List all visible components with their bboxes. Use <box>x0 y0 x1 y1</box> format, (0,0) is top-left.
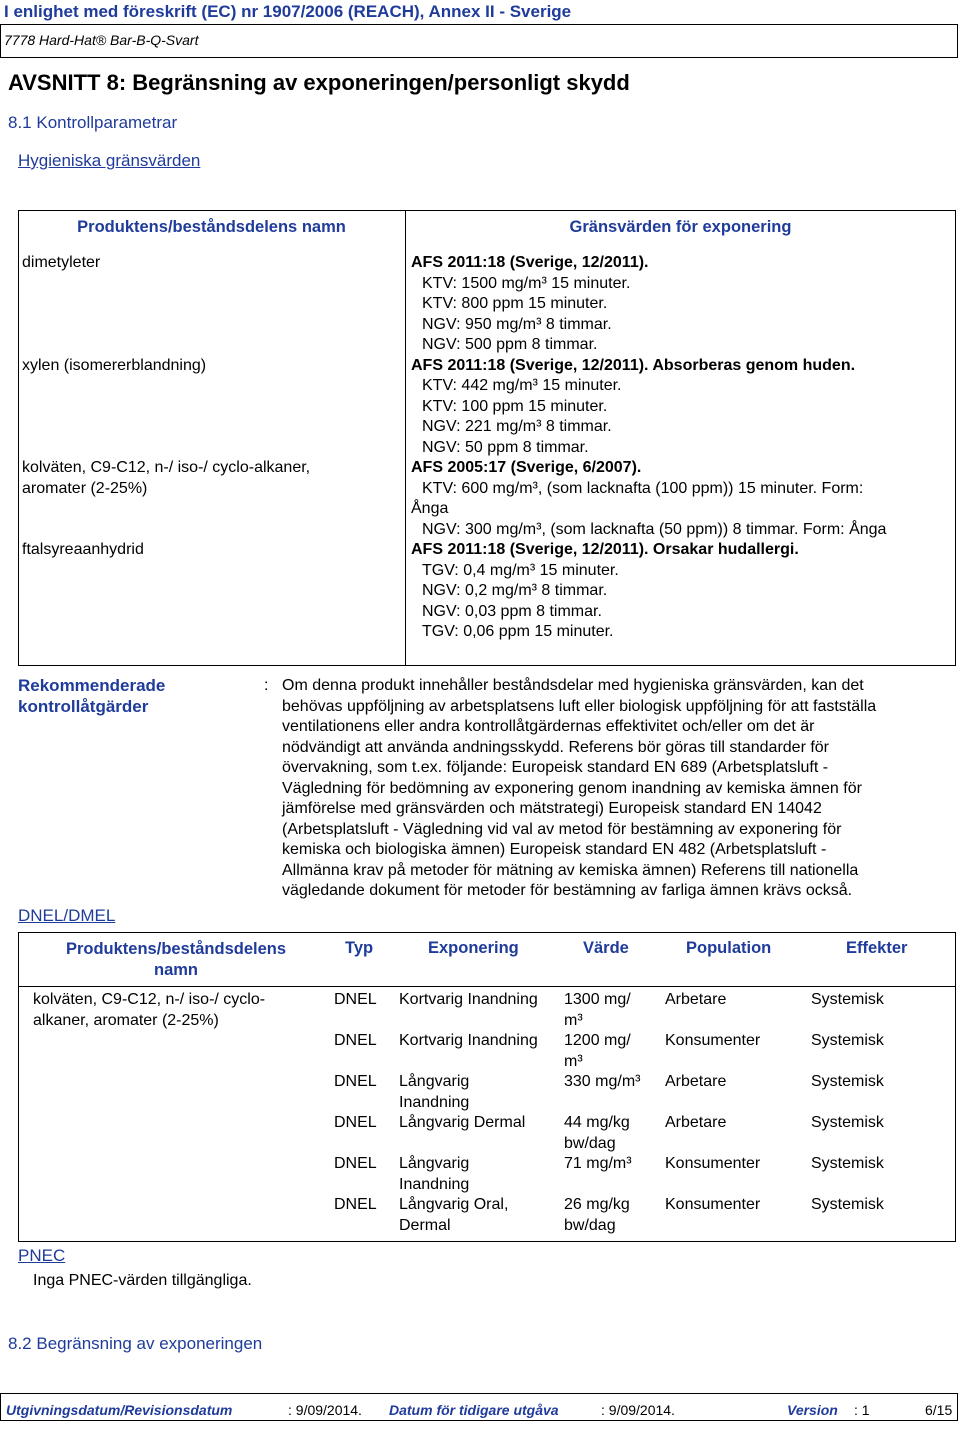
recommended-controls-text-line: jämförelse med gränsvärden och mätstrategi) Europeisk standard EN 14042 <box>282 800 822 817</box>
limits-value-line: NGV: 300 mg/m³, (som lacknafta (50 ppm)) 8 timmar. Form: Ånga <box>422 520 887 538</box>
footer-issue-date: : 9/09/2014. <box>288 1402 362 1418</box>
dnel-exposure-line: Kortvarig Inandning <box>399 1032 538 1049</box>
limits-value-line: KTV: 600 mg/m³, (som lacknafta (100 ppm)) 15 minuter. Form: <box>422 479 864 497</box>
hygiene-limits-link[interactable]: Hygieniska gränsvärden <box>18 151 201 170</box>
dnel-header-exposure: Exponering <box>428 939 519 957</box>
limits-regulation-head: AFS 2011:18 (Sverige, 12/2011). <box>411 254 649 271</box>
limits-regulation-head: AFS 2011:18 (Sverige, 12/2011). Orsakar hudallergi. <box>411 541 799 558</box>
limits-value-line: KTV: 1500 mg/m³ 15 minuter. <box>422 274 631 292</box>
dnel-header-substance <box>40 939 312 981</box>
dnel-exposure <box>399 1072 469 1113</box>
dnel-population: Arbetare <box>665 1073 727 1090</box>
dnel-value-line: 1200 mg/ <box>564 1032 631 1049</box>
subsection-8-2-title: 8.2 Begränsning av exponeringen <box>8 1334 263 1353</box>
dnel-effects: Systemisk <box>811 1114 884 1131</box>
dnel-value-line: 44 mg/kg <box>564 1114 630 1131</box>
limits-value-line: NGV: 50 ppm 8 timmar. <box>422 438 589 456</box>
dnel-exposure-line: Dermal <box>399 1216 451 1234</box>
dnel-value-line: 26 mg/kg <box>564 1196 630 1213</box>
dnel-value-line: 1300 mg/ <box>564 991 631 1008</box>
column-header-limits: Gränsvärden för exponering <box>569 218 792 236</box>
limits-substance-name-line: ftalsyreaanhydrid <box>22 541 144 558</box>
limits-value-line: NGV: 0,2 mg/m³ 8 timmar. <box>422 582 608 599</box>
limits-substance-name-line: dimetyleter <box>22 254 101 271</box>
footer-version-number: : 1 <box>854 1402 870 1418</box>
limits-value-line: NGV: 221 mg/m³ 8 timmar. <box>422 418 612 435</box>
dnel-type: DNEL <box>334 1196 377 1213</box>
recommended-controls-text <box>282 676 876 902</box>
dnel-substance-name <box>33 990 265 1031</box>
dnel-header-substance-line: namn <box>153 961 198 979</box>
dnel-type: DNEL <box>334 1114 377 1131</box>
limits-substance-name-line: aromater (2-25%) <box>22 479 148 497</box>
limits-value-line: NGV: 950 mg/m³ 8 timmar. <box>422 315 612 333</box>
recommended-controls-text-line: (Arbetsplatsluft - Vägledning vid val av metod för bestämning av exponering för <box>282 820 842 838</box>
dnel-value-line: bw/dag <box>564 1134 616 1152</box>
limits-substance-name-line: kolväten, C9-C12, n-/ iso-/ cyclo-alkaner, <box>22 459 311 476</box>
dnel-exposure-line: Långvarig <box>399 1155 470 1172</box>
dnel-substance-name-line: kolväten, C9-C12, n-/ iso-/ cyclo- <box>33 991 266 1008</box>
dnel-value <box>564 1195 630 1236</box>
dnel-population: Konsumenter <box>665 1196 761 1213</box>
dnel-exposure-line: Långvarig Dermal <box>399 1114 526 1131</box>
limits-substance-name <box>22 540 144 561</box>
dnel-exposure-line: Långvarig <box>399 1073 470 1090</box>
dnel-exposure <box>399 1154 469 1195</box>
recommended-controls-text-line: behövas uppföljning av arbetsplatsens luft eller biologisk uppföljning för att fastställa <box>282 697 877 715</box>
dnel-header-divider <box>18 986 956 987</box>
dnel-effects: Systemisk <box>811 1073 884 1090</box>
dnel-effects: Systemisk <box>811 991 884 1008</box>
dnel-header-substance-line: Produktens/beståndsdelens <box>65 940 287 958</box>
recommended-controls-label-line: kontrollåtgärder <box>18 696 149 716</box>
limits-value-line: NGV: 0,03 ppm 8 timmar. <box>422 602 602 620</box>
dnel-population: Arbetare <box>665 991 727 1008</box>
dnel-header-value: Värde <box>583 939 629 957</box>
recommended-controls-label <box>18 676 165 717</box>
limits-value-line: KTV: 100 ppm 15 minuter. <box>422 397 608 415</box>
dnel-exposure-line: Långvarig Oral, <box>399 1196 509 1213</box>
dnel-exposure-line: Kortvarig Inandning <box>399 991 538 1008</box>
limits-value-line: NGV: 500 ppm 8 timmar. <box>422 336 598 353</box>
subsection-8-1-title: 8.1 Kontrollparametrar <box>8 113 178 132</box>
dnel-exposure <box>399 1031 538 1052</box>
dnel-substance-name-line: alkaner, aromater (2-25%) <box>33 1011 219 1029</box>
dnel-value <box>564 1072 640 1093</box>
dnel-type: DNEL <box>334 1032 377 1049</box>
dnel-header-effects: Effekter <box>846 939 908 957</box>
label-colon: : <box>264 677 269 694</box>
dnel-population: Konsumenter <box>665 1032 761 1049</box>
recommended-controls-text-line: Om denna produkt innehåller beståndsdelar med hygieniska gränsvärden, kan det <box>282 677 864 694</box>
recommended-controls-text-line: kemiska och biologiska ämnen) Europeisk standard EN 482 (Arbetsplatsluft - <box>282 841 827 858</box>
dnel-effects: Systemisk <box>811 1155 884 1172</box>
dnel-exposure <box>399 1195 508 1236</box>
dnel-exposure-line: Inandning <box>399 1093 470 1111</box>
recommended-controls-text-line: Vägledning för bedömning av exponering genom inandning av kemiska ämnen för <box>282 779 862 797</box>
table-column-divider <box>405 210 406 666</box>
dnel-value <box>564 1031 631 1072</box>
recommended-controls-label-line: Rekommenderade <box>18 676 166 695</box>
dnel-type: DNEL <box>334 991 377 1008</box>
limits-substance-name-line: xylen (isomererblandning) <box>22 356 207 374</box>
recommended-controls-text-line: ventilationens eller andra kontrollåtgärdernas effektivitet och/eller om det är <box>282 718 815 735</box>
footer-previous-date: : 9/09/2014. <box>601 1402 675 1418</box>
recommended-controls-text-line: vägledande dokument för metoder för bestämning av farliga ämnen krävs också. <box>282 882 853 899</box>
limits-substance-name <box>22 458 310 499</box>
recommended-controls-text-line: Allmänna krav på metoder för mätning av kemiska ämnen) Referens till nationella <box>282 861 859 879</box>
dnel-exposure <box>399 1113 525 1134</box>
document-regulation-title: I enlighet med föreskrift (EC) nr 1907/2006 (REACH), Annex II - Sverige <box>4 2 572 21</box>
dnel-type: DNEL <box>334 1073 377 1090</box>
dnel-value-line: m³ <box>564 1011 583 1029</box>
dnel-value <box>564 1154 632 1175</box>
limits-regulation-head: AFS 2011:18 (Sverige, 12/2011). Absorberas genom huden. <box>411 356 856 374</box>
dnel-effects: Systemisk <box>811 1032 884 1049</box>
dnel-population: Konsumenter <box>665 1155 761 1172</box>
footer-page-number: 6/15 <box>925 1402 953 1418</box>
dnel-value <box>564 1113 630 1154</box>
limits-value-line: Ånga <box>411 500 449 517</box>
limits-regulation-head: AFS 2005:17 (Sverige, 6/2007). <box>411 459 642 476</box>
product-name: 7778 Hard-Hat® Bar-B-Q-Svart <box>4 32 199 48</box>
footer-version-label: Version <box>787 1402 838 1418</box>
pnec-link[interactable]: PNEC <box>18 1246 66 1265</box>
dnel-population: Arbetare <box>665 1114 727 1131</box>
recommended-controls-text-line: nödvändigt att använda andningsskydd. Referens bör göras till standarder för <box>282 738 830 756</box>
dnel-effects: Systemisk <box>811 1196 884 1213</box>
dnel-value-line: 330 mg/m³ <box>564 1073 641 1090</box>
footer-previous-label: Datum för tidigare utgåva <box>389 1402 559 1418</box>
limits-substance-name <box>22 253 100 274</box>
dnel-header-population: Population <box>686 939 772 957</box>
limits-substance-name <box>22 356 206 377</box>
limits-value-line: TGV: 0,4 mg/m³ 15 minuter. <box>422 561 619 579</box>
dnel-value-line: 71 mg/m³ <box>564 1155 632 1172</box>
column-header-substance: Produktens/beståndsdelens namn <box>77 218 346 236</box>
dnel-dmel-link[interactable]: DNEL/DMEL <box>18 906 116 925</box>
dnel-exposure-line: Inandning <box>399 1175 470 1193</box>
dnel-value <box>564 990 631 1031</box>
footer-issue-label: Utgivningsdatum/Revisionsdatum <box>6 1402 233 1418</box>
recommended-controls-text-line: övervakning, som t.ex. följande: Europeisk standard EN 689 (Arbetsplatsluft - <box>282 759 829 776</box>
limits-value-line: TGV: 0,06 ppm 15 minuter. <box>422 623 614 640</box>
dnel-value-line: m³ <box>564 1052 583 1070</box>
pnec-text: Inga PNEC-värden tillgängliga. <box>33 1272 252 1289</box>
section-title: AVSNITT 8: Begränsning av exponeringen/personligt skydd <box>8 70 630 95</box>
limits-value-line: KTV: 442 mg/m³ 15 minuter. <box>422 377 622 394</box>
dnel-value-line: bw/dag <box>564 1216 616 1234</box>
dnel-exposure <box>399 990 538 1011</box>
dnel-type: DNEL <box>334 1155 377 1172</box>
limits-value-line: KTV: 800 ppm 15 minuter. <box>422 295 608 312</box>
dnel-header-type: Typ <box>345 939 374 957</box>
